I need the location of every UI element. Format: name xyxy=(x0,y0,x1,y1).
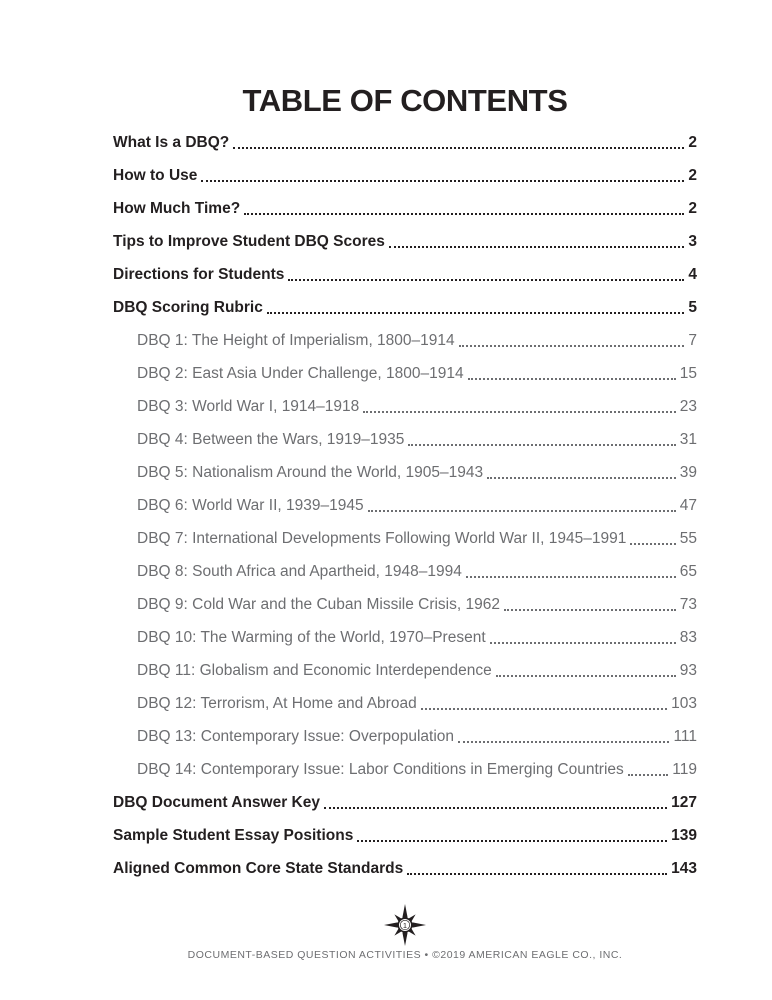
toc-dot-leader xyxy=(389,246,685,248)
toc-entry-page: 83 xyxy=(679,629,697,646)
toc-entry xyxy=(113,190,697,223)
toc-entry-page: 127 xyxy=(671,794,697,811)
toc-dot-leader xyxy=(504,609,676,611)
toc-entry-page: 7 xyxy=(688,332,697,349)
toc-dot-leader xyxy=(496,675,676,677)
toc-entry xyxy=(113,388,697,421)
toc-dot-leader xyxy=(468,378,676,380)
toc-entry-label: DBQ 1: The Height of Imperialism, 1800–1914 xyxy=(137,332,455,349)
toc-entry-page: 139 xyxy=(671,827,697,844)
toc-entry-label: Tips to Improve Student DBQ Scores xyxy=(113,233,385,250)
footer-page-number: 1 xyxy=(402,920,408,930)
toc-entry-label: DBQ 12: Terrorism, At Home and Abroad xyxy=(137,695,417,712)
toc-entry xyxy=(113,553,697,586)
toc-entry xyxy=(113,289,697,322)
toc-entry-page: 2 xyxy=(688,200,697,217)
toc-dot-leader xyxy=(233,147,684,149)
toc-entry-label: Sample Student Essay Positions xyxy=(113,827,354,844)
toc-entry-page: 55 xyxy=(679,530,697,547)
toc-entry xyxy=(113,157,697,190)
toc-entry-page: 2 xyxy=(688,134,697,151)
toc-entry xyxy=(113,586,697,619)
toc-dot-leader xyxy=(408,444,675,446)
toc-entry-label: DBQ 8: South Africa and Apartheid, 1948–1994 xyxy=(137,563,462,580)
page-footer xyxy=(113,903,697,961)
toc-entry-page: 2 xyxy=(688,167,697,184)
toc-dot-leader xyxy=(368,510,676,512)
toc-dot-leader xyxy=(324,807,667,809)
toc-entry-page: 103 xyxy=(671,695,697,712)
toc-entry-label: DBQ 2: East Asia Under Challenge, 1800–1914 xyxy=(137,365,464,382)
toc-entry-page: 65 xyxy=(679,563,697,580)
toc-entry-label: DBQ 3: World War I, 1914–1918 xyxy=(137,398,360,415)
toc-entry xyxy=(113,718,697,751)
toc-entry-label: DBQ 5: Nationalism Around the World, 1905–1943 xyxy=(137,464,484,481)
toc-entry xyxy=(113,817,697,850)
toc-entry xyxy=(113,850,697,883)
compass-rose-icon xyxy=(383,903,427,947)
toc-dot-leader xyxy=(267,312,685,314)
toc-entry-label: DBQ 14: Contemporary Issue: Labor Conditions in Emerging Countries xyxy=(137,761,624,778)
toc-entry xyxy=(113,487,697,520)
toc-dot-leader xyxy=(288,279,684,281)
toc-entry-label: What Is a DBQ? xyxy=(113,134,230,151)
toc-entry-page: 4 xyxy=(688,266,697,283)
toc-entry-label: DBQ 4: Between the Wars, 1919–1935 xyxy=(137,431,405,448)
toc-entry-page: 3 xyxy=(688,233,697,250)
toc-entry-label: DBQ 7: International Developments Following World War II, 1945–1991 xyxy=(137,530,627,547)
toc-entry xyxy=(113,652,697,685)
toc-entry-label: DBQ 13: Contemporary Issue: Overpopulation xyxy=(137,728,455,745)
toc-dot-leader xyxy=(458,741,669,743)
toc-entry xyxy=(113,124,697,157)
toc-entry-label: DBQ 11: Globalism and Economic Interdependence xyxy=(137,662,492,679)
toc-entry-label: DBQ Scoring Rubric xyxy=(113,299,263,316)
toc-entry-page: 143 xyxy=(671,860,697,877)
toc-dot-leader xyxy=(630,543,675,545)
toc-entry xyxy=(113,256,697,289)
toc-dot-leader xyxy=(357,840,667,842)
page-title: TABLE OF CONTENTS xyxy=(242,83,568,118)
toc-entry xyxy=(113,784,697,817)
toc-dot-leader xyxy=(490,642,676,644)
toc-entry-page: 119 xyxy=(672,761,697,778)
toc-entry xyxy=(113,421,697,454)
toc-entry-page: 15 xyxy=(679,365,697,382)
toc-dot-leader xyxy=(487,477,676,479)
toc-entry-label: DBQ 10: The Warming of the World, 1970–Present xyxy=(137,629,486,646)
toc-entry xyxy=(113,355,697,388)
toc-entry-page: 111 xyxy=(673,728,697,745)
toc-entry-label: How to Use xyxy=(113,167,198,184)
toc-entry xyxy=(113,322,697,355)
toc-dot-leader xyxy=(201,180,684,182)
toc-dot-leader xyxy=(421,708,667,710)
toc-dot-leader xyxy=(466,576,676,578)
toc-entry xyxy=(113,454,697,487)
toc-entry-label: DBQ 6: World War II, 1939–1945 xyxy=(137,497,364,514)
toc-entry xyxy=(113,751,697,784)
toc-entry-label: DBQ Document Answer Key xyxy=(113,794,320,811)
footer-text: DOCUMENT-BASED QUESTION ACTIVITIES • ©2019 AMERICAN EAGLE CO., INC. xyxy=(187,949,623,961)
toc-entry-page: 5 xyxy=(688,299,697,316)
toc-entry xyxy=(113,223,697,256)
toc-dot-leader xyxy=(363,411,675,413)
toc-entry-page: 93 xyxy=(679,662,697,679)
toc-dot-leader xyxy=(628,774,669,776)
toc-entry-label: Aligned Common Core State Standards xyxy=(113,860,404,877)
toc-entry-page: 31 xyxy=(679,431,697,448)
toc-entry xyxy=(113,520,697,553)
toc-entry-page: 39 xyxy=(679,464,697,481)
table-of-contents xyxy=(113,124,697,883)
toc-entry xyxy=(113,619,697,652)
toc-entry xyxy=(113,685,697,718)
toc-dot-leader xyxy=(244,213,684,215)
toc-dot-leader xyxy=(407,873,667,875)
toc-entry-page: 73 xyxy=(679,596,697,613)
toc-entry-page: 23 xyxy=(679,398,697,415)
toc-entry-label: How Much Time? xyxy=(113,200,241,217)
toc-dot-leader xyxy=(459,345,685,347)
toc-entry-label: DBQ 9: Cold War and the Cuban Missile Crisis, 1962 xyxy=(137,596,500,613)
toc-entry-label: Directions for Students xyxy=(113,266,285,283)
toc-entry-page: 47 xyxy=(679,497,697,514)
